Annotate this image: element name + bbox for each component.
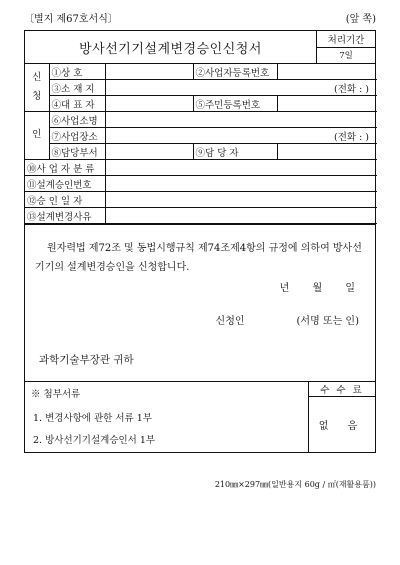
- business-category-label: ⑩사 업 자 분 류: [25, 160, 105, 176]
- resident-reg-no-label: ⑤주민등록번호: [193, 96, 277, 112]
- design-approval-no-value[interactable]: [105, 176, 377, 192]
- form-header: [24, 10, 376, 25]
- approval-date-label: ⑫승 인 일 자: [25, 192, 105, 208]
- date-line[interactable]: 년 월 일: [279, 283, 355, 294]
- recipient: 과학기술부장관 귀하: [39, 354, 134, 366]
- business-reg-no-value[interactable]: [277, 64, 377, 80]
- company-name-label: ①상 호: [49, 64, 105, 80]
- business-place-label: ⑦사업장소: [49, 128, 105, 144]
- contact-person-value[interactable]: [277, 144, 377, 160]
- fee-box: [309, 382, 375, 452]
- address-phone[interactable]: (전화 : ): [105, 80, 377, 96]
- company-name-value[interactable]: [105, 64, 193, 80]
- page-side-label: (앞 쪽): [345, 14, 376, 25]
- change-reason-value[interactable]: [105, 208, 377, 224]
- fee-value: 없 음: [318, 420, 366, 432]
- statement-section: [25, 224, 375, 381]
- business-place-phone[interactable]: (전화 : ): [105, 128, 377, 144]
- applicant-table: [25, 64, 377, 224]
- resident-reg-no-value[interactable]: [277, 96, 377, 112]
- office-name-value[interactable]: [105, 112, 377, 128]
- attachment-item: 2. 방사선기기설계승인서 1부: [33, 434, 156, 446]
- office-name-label: ⑥사업소명: [49, 112, 105, 128]
- application-form: [24, 30, 376, 453]
- design-approval-no-label: ⑪설계승인번호: [25, 176, 105, 192]
- form-number: 〔별지 제67호서식〕: [24, 14, 118, 25]
- department-label: ⑧담당부서: [49, 144, 105, 160]
- title-row: [25, 31, 375, 64]
- applicant-sign-label: 신청인: [215, 316, 245, 327]
- applicant-side-label-bottom: 인: [25, 112, 49, 160]
- approval-date-value[interactable]: [105, 192, 377, 208]
- statement-text: 원자력법 제72조 및 동법시행규칙 제74조제4항의 규정에 의하여 방사선기기의 설계변경승인을 신청합니다.: [35, 243, 362, 273]
- business-category-value[interactable]: [105, 160, 377, 176]
- processing-period: [317, 31, 375, 63]
- applicant-side-label-top: 신 청: [25, 64, 49, 112]
- representative-label: ④대 표 자: [49, 96, 105, 112]
- processing-period-value: 7일: [339, 51, 353, 62]
- signature-note[interactable]: (서명 또는 인): [296, 316, 359, 327]
- attachments: [25, 382, 309, 452]
- form-title: 방사선기기설계변경승인신청서: [25, 31, 317, 63]
- contact-person-label: ⑨담 당 자: [193, 144, 277, 160]
- business-reg-no-label: ②사업자등록번호: [193, 64, 277, 80]
- attachment-item: 1. 변경사항에 관한 서류 1부: [33, 412, 152, 424]
- fee-label: 수 수 료: [309, 382, 375, 397]
- department-value[interactable]: [105, 144, 193, 160]
- processing-period-label: 처리기간: [317, 31, 375, 48]
- paper-spec: 210㎜×297㎜(일반용지 60g / ㎡(재활용품)): [214, 480, 376, 489]
- representative-value[interactable]: [105, 96, 193, 112]
- attachments-and-fee: [25, 381, 375, 452]
- attachments-header: ※ 첨부서류: [31, 388, 81, 400]
- signature-line: [35, 312, 365, 331]
- change-reason-label: ⑬설계변경사유: [25, 208, 105, 224]
- address-label: ③소 재 지: [49, 80, 105, 96]
